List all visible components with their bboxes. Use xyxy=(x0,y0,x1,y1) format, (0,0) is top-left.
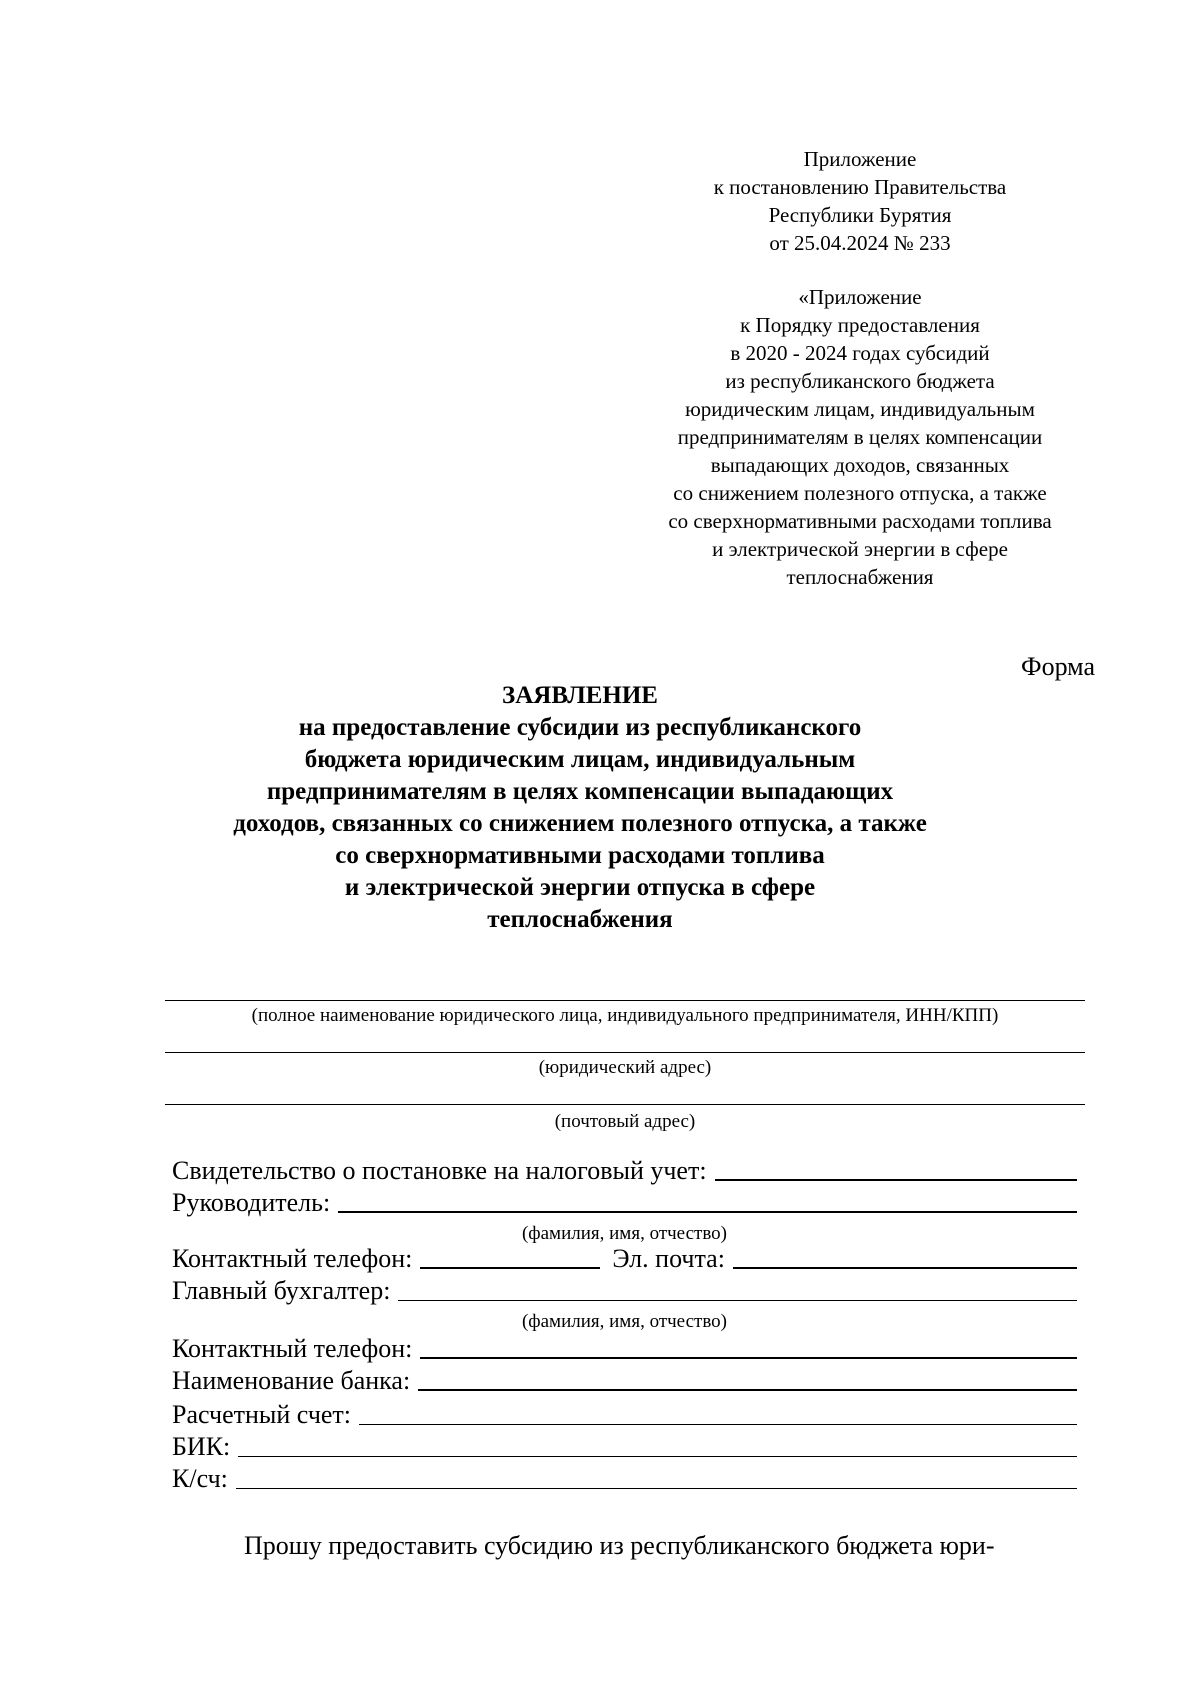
director-blank[interactable] xyxy=(338,1211,1077,1213)
annex-line: из республиканского бюджета xyxy=(725,369,995,393)
bank-name-field xyxy=(172,1360,1077,1396)
title-line: предпринимателям в целях компенсации выпадающих xyxy=(266,778,894,805)
document-title xyxy=(190,680,970,936)
annex-line: выпадающих доходов, связанных xyxy=(710,453,1010,477)
contact-phone-label: Контактный телефон: xyxy=(172,1244,413,1273)
annex-line: теплоснабжения xyxy=(786,565,934,589)
director-field xyxy=(172,1182,1077,1218)
director-caption: (фамилия, имя, отчество) xyxy=(521,1223,727,1244)
annex-line: от 25.04.2024 № 233 xyxy=(769,231,951,255)
director-label: Руководитель: xyxy=(172,1188,331,1217)
title-line: и электрической энергии отпуска в сфере xyxy=(344,874,816,901)
contact-phone-blank[interactable] xyxy=(420,1267,600,1269)
legal-address-caption: (юридический адрес) xyxy=(538,1057,712,1078)
legal-address-line[interactable] xyxy=(165,1052,1085,1053)
annex-procedure-header xyxy=(610,283,1110,591)
corr-account-label: К/сч: xyxy=(172,1464,228,1493)
contact-phone-email-field xyxy=(172,1238,1077,1274)
annex-line: Приложение xyxy=(803,147,917,171)
chief-accountant-blank[interactable] xyxy=(398,1300,1077,1301)
bik-field xyxy=(172,1426,1077,1462)
settlement-account-label: Расчетный счет: xyxy=(172,1400,352,1429)
email-label: Эл. почта: xyxy=(612,1244,725,1273)
bank-name-blank[interactable] xyxy=(418,1389,1077,1391)
bik-label: БИК: xyxy=(172,1432,231,1461)
corr-account-blank[interactable] xyxy=(236,1488,1077,1489)
postal-address-line[interactable] xyxy=(165,1104,1085,1105)
contact-phone-2-field xyxy=(172,1328,1077,1364)
title-line: бюджета юридическим лицам, индивидуальным xyxy=(304,746,856,773)
form-label: Форма xyxy=(1021,652,1095,681)
title-line: на предоставление субсидии из республиканского xyxy=(298,714,862,741)
annex-line: со сверхнормативными расходами топлива xyxy=(668,509,1052,533)
contact-phone-2-label: Контактный телефон: xyxy=(172,1334,413,1363)
chief-accountant-caption: (фамилия, имя, отчество) xyxy=(521,1311,727,1332)
annex-line: юридическим лицам, индивидуальным xyxy=(685,397,1035,421)
tax-certificate-label: Свидетельство о постановке на налоговый учет: xyxy=(172,1156,707,1185)
chief-accountant-field xyxy=(172,1270,1077,1306)
annex-main-header xyxy=(610,145,1110,257)
contact-phone-2-blank[interactable] xyxy=(420,1357,1077,1359)
full-name-caption: (полное наименование юридического лица, индивидуального предпринимателя, ИНН/КПП) xyxy=(251,1005,999,1026)
postal-address-caption: (почтовый адрес) xyxy=(554,1111,696,1132)
annex-line: к постановлению Правительства xyxy=(713,175,1007,199)
annex-line: Республики Бурятия xyxy=(768,203,952,227)
settlement-account-blank[interactable] xyxy=(359,1424,1077,1425)
annex-line: к Порядку предоставления xyxy=(740,313,980,337)
full-name-line[interactable] xyxy=(165,1000,1085,1001)
bank-name-label: Наименование банка: xyxy=(172,1366,411,1395)
title-line: со сверхнормативными расходами топлива xyxy=(335,842,825,869)
chief-accountant-label: Главный бухгалтер: xyxy=(172,1276,391,1305)
tax-certificate-field xyxy=(172,1150,1077,1186)
tax-certificate-blank[interactable] xyxy=(715,1179,1077,1181)
request-paragraph: Прошу предоставить субсидию из республиканского бюджета юри- xyxy=(244,1531,995,1560)
corr-account-field xyxy=(172,1458,1077,1494)
title-line: теплоснабжения xyxy=(487,906,673,933)
annex-line: в 2020 - 2024 годах субсидий xyxy=(730,341,990,365)
email-blank[interactable] xyxy=(733,1267,1077,1269)
annex-line: «Приложение xyxy=(798,285,922,309)
annex-line: со снижением полезного отпуска, а также xyxy=(673,481,1047,505)
title-heading: ЗАЯВЛЕНИЕ xyxy=(502,682,658,709)
annex-line: предпринимателям в целях компенсации xyxy=(677,425,1043,449)
annex-line: и электрической энергии в сфере xyxy=(712,537,1008,561)
settlement-account-field xyxy=(172,1394,1077,1430)
bik-blank[interactable] xyxy=(238,1456,1077,1457)
title-line: доходов, связанных со снижением полезного отпуска, а также xyxy=(233,810,927,837)
